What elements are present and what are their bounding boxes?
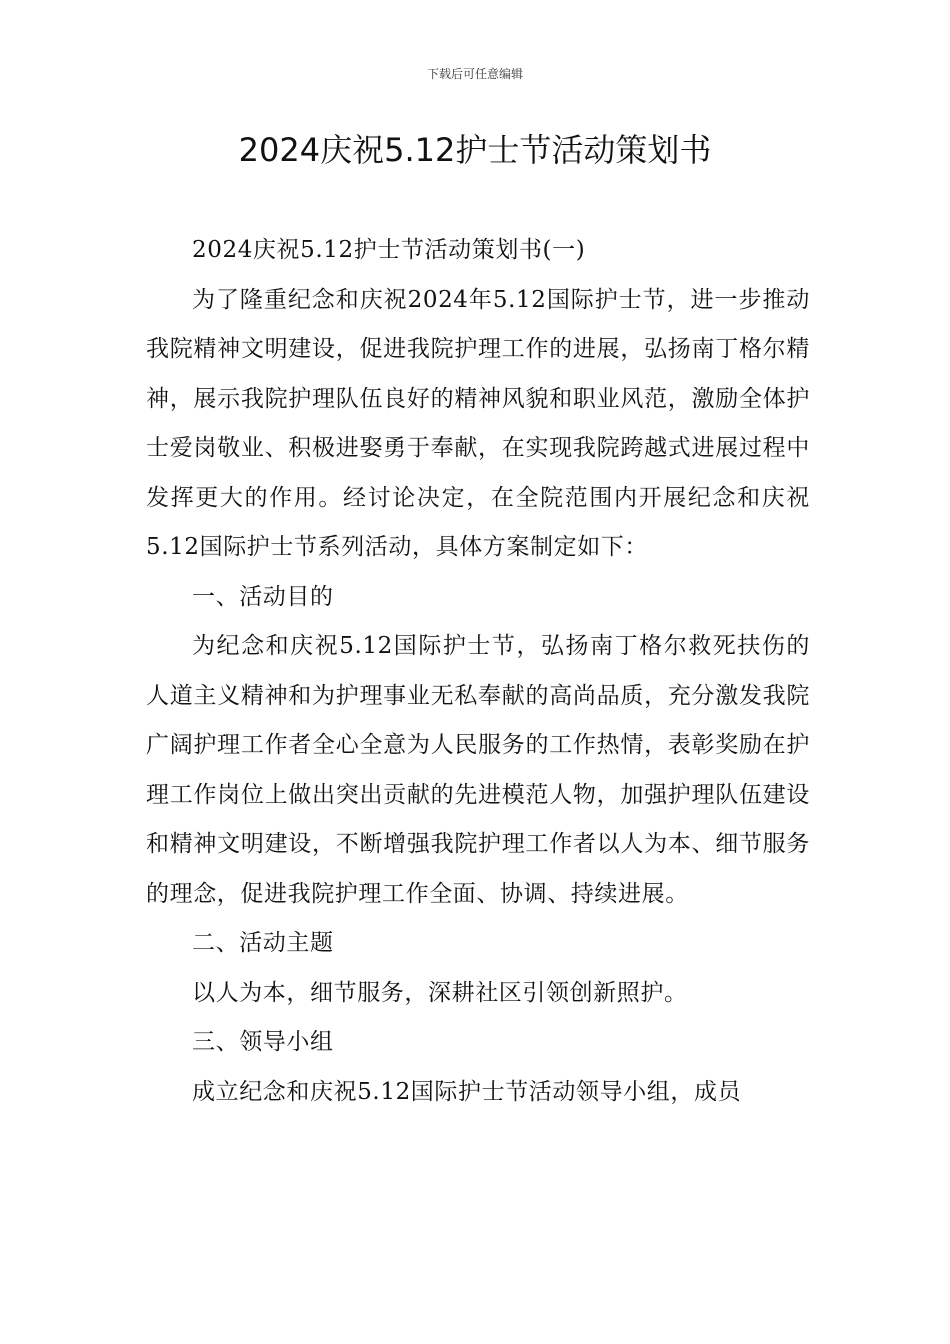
section-heading-leadership: 三、领导小组 <box>192 1029 334 1055</box>
header-note: 下载后可任意编辑 <box>426 67 523 81</box>
paragraph-leadership: 成立纪念和庆祝5.12国际护士节活动领导小组，成员 <box>192 1078 742 1105</box>
paragraph-subtitle: 2024庆祝5.12护士节活动策划书(一) <box>192 237 586 263</box>
document-title: 2024庆祝5.12护士节活动策划书 <box>238 131 712 169</box>
document-body <box>146 226 810 1117</box>
section-heading-theme: 二、活动主题 <box>192 930 334 956</box>
paragraph-intro: 为了隆重纪念和庆祝2024年5.12国际护士节，进一步推动我院精神文明建设，促进我院护理工作的进展，弘扬南丁格尔精神，展示我院护理队伍良好的精神风貌和职业风范，激励全体护士爱岗敬业、积极进娶勇于奉献，在实现我院跨越式进展过程中发挥更大的作用。经讨论决定，在全院范围内开展纪念和庆祝 5.12国际护士节系列活动，具体方案制定如下： <box>146 286 810 560</box>
section-heading-purpose: 一、活动目的 <box>192 583 334 610</box>
paragraph-purpose: 为纪念和庆祝5.12国际护士节，弘扬南丁格尔救死扶伤的人道主义精神和为护理事业无私奉献的高尚品质，充分激发我院广阔护理工作者全心全意为人民服务的工作热情，表彰奖励在护理工作岗位上做出突出贡献的先进模范人物，加强护理队伍建设和精神文明建设，不断增强我院护理工作者以人为本、细节服务的理念，促进我院护理工作全面、协调、持续进展。 <box>146 633 810 907</box>
paragraph-theme: 以人为本，细节服务，深耕社区引领创新照护。 <box>192 979 688 1006</box>
